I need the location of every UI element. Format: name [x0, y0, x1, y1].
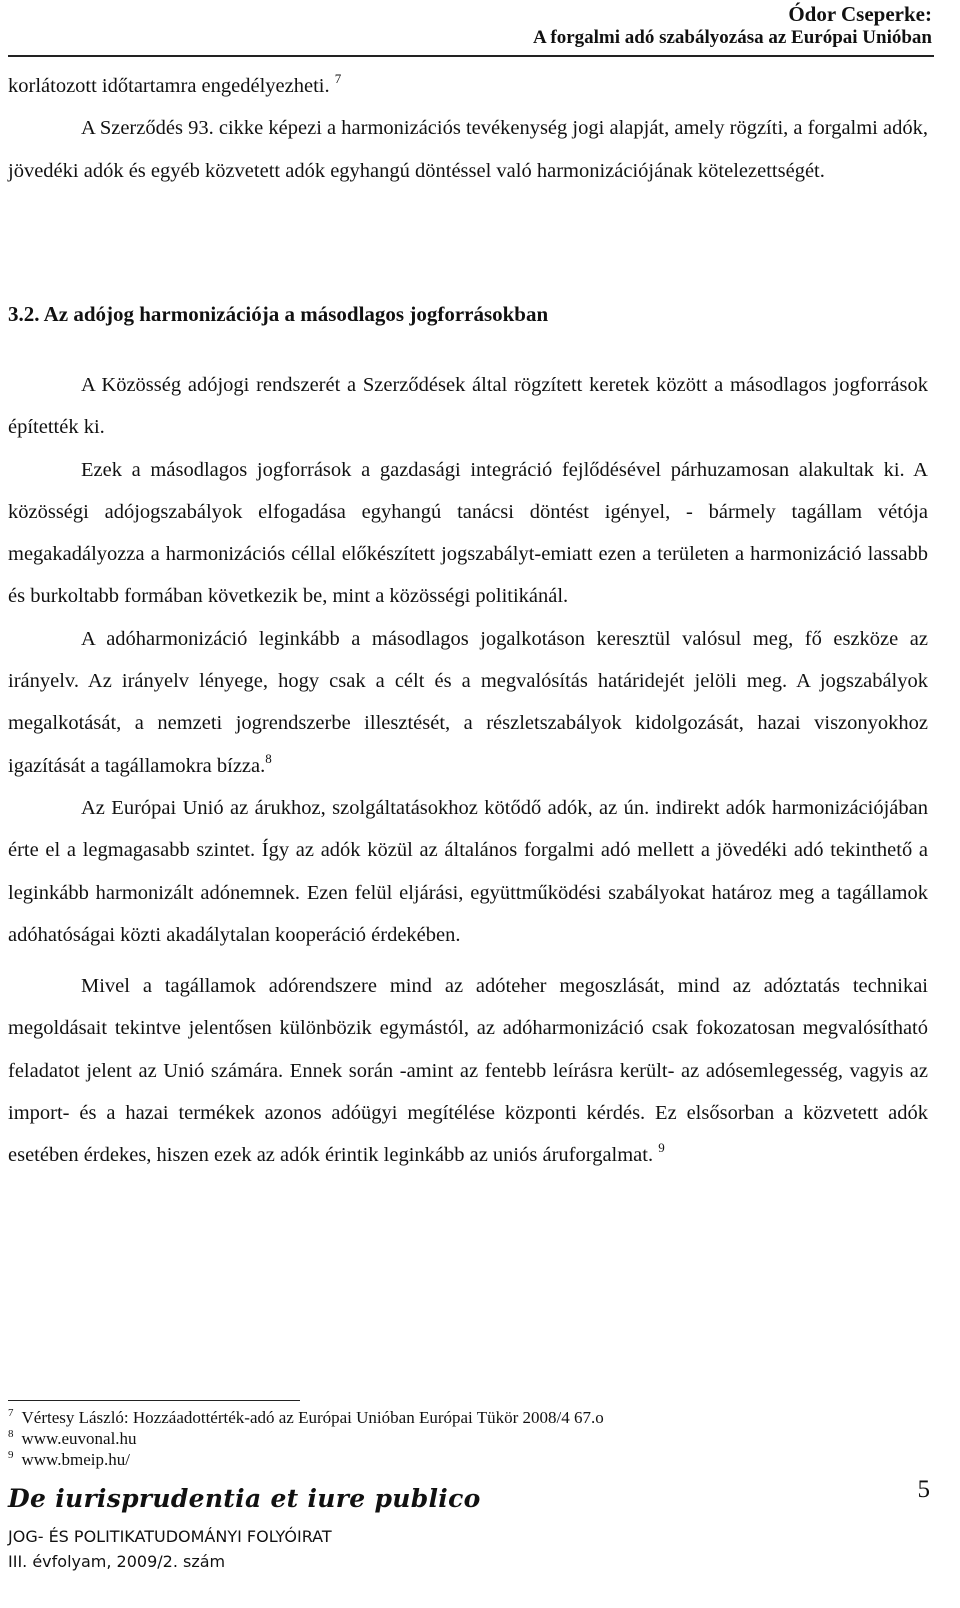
header-author: Ódor Cseperke:: [788, 2, 932, 26]
journal-title: De iurisprudentia et iure publico: [8, 1484, 481, 1513]
header-rule: [8, 55, 934, 57]
paragraph-4: Az Európai Unió az árukhoz, szolgáltatásokhoz kötődő adók, az ún. indirekt adók harmonizációjában érte el a legmagasabb szintet. Így az adók közül az általános forgalmi adó mellett a jövedéki adó tekinthető a leginkább harmonizált adónemnek. Ezen felül eljárási, együttműködési szabályokat határoz meg a tagállamok adóhatóságai közti akadálytalan kooperáció érdekében.: [8, 796, 928, 946]
footnote-8: [8, 1428, 604, 1449]
paragraph-5-text: Mivel a tagállamok adórendszere mind az adóteher megoszlását, mind az adóztatás technikai megoldásait tekintve jelentősen különbözik egymástól, az adóharmonizáció csak fokozatosan megvalósítható feladatot jelent az Unió számára. Ennek során -amint az fentebb leírásra került- az adósemlegesség, vagyis az import- és a hazai termékek azonos adóügyi megítélése központi kérdés. Ez elsősorban a közvetett adók esetében érdekes, hiszen ezek az adók érintik leginkább az uniós áruforgalmat.: [8, 975, 928, 1167]
footnote-7: [8, 1407, 604, 1428]
footnote-ref-9: 9: [658, 1140, 665, 1156]
paragraph-1: A Közösség adójogi rendszerét a Szerződések által rögzített keretek között a másodlagos jogforrások építették ki.: [8, 374, 928, 439]
paragraph-3: [8, 618, 928, 787]
footnote-9: [8, 1449, 604, 1470]
footnote-text: www.euvonal.hu: [21, 1429, 137, 1448]
footnote-number: 9: [8, 1449, 14, 1461]
header-subtitle: A forgalmi adó szabályozása az Európai Unióban: [532, 27, 932, 48]
section-body: [8, 364, 928, 1177]
footnote-text: www.bmeip.hu/: [21, 1450, 130, 1469]
journal-issue: III. évfolyam, 2009/2. szám: [8, 1552, 226, 1571]
footnote-number: 7: [8, 1407, 14, 1419]
footnote-ref-7: 7: [334, 71, 342, 86]
footnote-ref-8: 8: [265, 750, 272, 766]
journal-subtitle: JOG- ÉS POLITIKATUDOMÁNYI FOLYÓIRAT: [8, 1527, 332, 1546]
page-number: 5: [917, 1476, 930, 1503]
intro-paragraph: A Szerződés 93. cikke képezi a harmonizációs tevékenység jogi alapját, amely rögzíti, a forgalmi adók, jövedéki adók és egyéb közvetett adók egyhangú döntéssel való harmonizációjának kötelezettségét.: [8, 117, 928, 182]
paragraph-3-text: A adóharmonizáció leginkább a másodlagos jogalkotáson keresztül valósul meg, fő eszköze az irányelv. Az irányelv lényege, hogy csak a célt és a megvalósítás határidejét jelöli meg. A jogszabályok megalkotását, a nemzeti jogrendszerbe illesztését, a részletszabályok kidolgozását, hazai viszonyokhoz igazítását a tagállamokra bízza.: [8, 627, 928, 777]
paragraph-2: Ezek a másodlagos jogforrások a gazdasági integráció fejlődésével párhuzamosan alakultak ki. A közösségi adójogszabályok elfogadása egyhangú tanácsi döntést igényel, - bármely tagállam vétója megakadályozza a harmonizációs céllal előkészített jogszabályt-emiatt ezen a területen a harmonizáció lassabb és burkoltabb formában következik be, mint a közösségi politikánál.: [8, 458, 928, 608]
footnotes: [8, 1407, 604, 1470]
running-header: [533, 2, 932, 50]
footnote-separator: [8, 1400, 300, 1401]
paragraph-5: [8, 965, 928, 1176]
section-heading: 3.2. Az adójog harmonizációja a másodlagos jogforrásokban: [8, 302, 549, 326]
intro-line: [8, 65, 928, 107]
intro-text: [8, 65, 928, 192]
footnote-number: 8: [8, 1428, 14, 1440]
intro-line-text: korlátozott időtartamra engedélyezheti.: [8, 75, 330, 97]
journal-subtitle-block: [8, 1524, 332, 1574]
footnote-text: Vértesy László: Hozzáadottérték-adó az Európai Unióban Európai Tükör 2008/4 67.o: [21, 1408, 604, 1427]
